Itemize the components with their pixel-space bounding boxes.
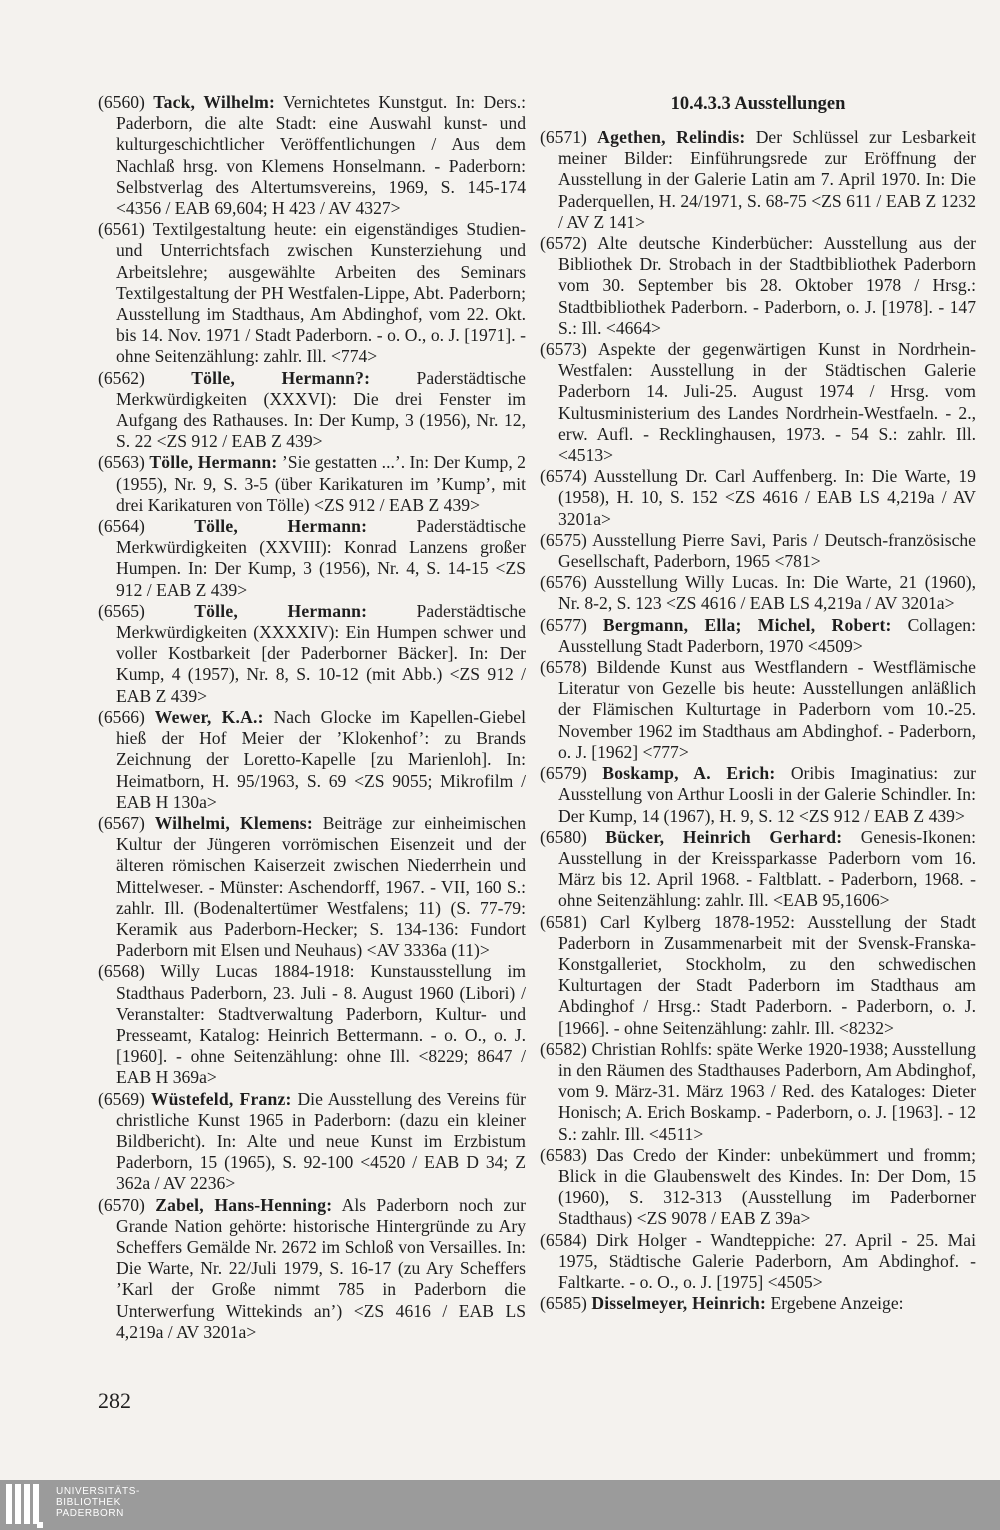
bibliography-entry <box>98 368 526 453</box>
bibliography-entry <box>98 516 526 601</box>
library-footer <box>0 1480 1000 1530</box>
entry-number: (6566) <box>98 706 145 727</box>
entry-text: Der Schlüssel zur Lesbarkeit meiner Bilder: Einführungsrede zur Eröffnung der Ausstellung in der Galerie Latin am 7. April 1970. In: Die Paderquellen, H. 24/1971, S. 68-75 <ZS 611 / EAB Z 1232 / AV Z 141> <box>558 127 977 232</box>
bibliography-entry <box>98 92 526 219</box>
entry-author: Tölle, Hermann: <box>194 516 368 537</box>
entry-number: (6562) <box>98 367 145 388</box>
entry-text: Ausstellung Dr. Carl Auffenberg. In: Die Warte, 19 (1958), H. 10, S. 152 <ZS 4616 / EAB LS 4,219a / AV 3201a> <box>558 466 976 529</box>
bibliography-entry <box>98 1195 526 1343</box>
entry-text: Als Paderborn noch zur Grande Nation gehörte: historische Hintergründe zu Ary Scheffers Gemälde Nr. 2672 im Schloß von Versailles. In: Die Warte, Nr. 22/Juli 1979, S. 16-17 (zu Ary Scheffers ’Karl der Große nimmt 785 in Paderborn die Unterwerfung Wittekinds an’) <ZS 4616 / EAB LS 4,219a / AV 3201a> <box>116 1194 526 1342</box>
bibliography-entry <box>540 1039 976 1145</box>
entry-author: Boskamp, A. Erich: <box>602 763 776 784</box>
bibliography-entry <box>98 219 526 367</box>
entry-text: Collagen: Ausstellung Stadt Paderborn, 1970 <4509> <box>558 614 976 656</box>
entry-author: Tölle, Hermann: <box>149 452 278 473</box>
entry-number: (6576) <box>540 572 587 593</box>
entry-text: Textilgestaltung heute: ein eigenständiges Studien- und Unterrichtsfach zwischen Kunsterziehung und Arbeitslehre; ausgewählte Arbeiten des Seminars Textilgestaltung der PH Westfalen-Lippe, Abt. Paderborn; Ausstellung im Stadthaus, Am Abdinghof, vom 22. Okt. bis 14. Nov. 1971 / Stadt Paderborn. - o. O., o. J. [1971]. - ohne Seitenzählung: zahlr. Ill. <774> <box>116 219 526 367</box>
entry-text: Dirk Holger - Wandteppiche: 27. April - 25. Mai 1975, Städtische Galerie Paderborn, Am Abdinghof. - Faltkarte. - o. O., o. J. [1975] <4505> <box>558 1229 977 1292</box>
entry-number: (6565) <box>98 600 145 621</box>
entry-text: Carl Kylberg 1878-1952: Ausstellung der Stadt Paderborn in Zusammenarbeit mit der Svensk-Franska-Konstgalleriet, Stockholm, zu den schwedischen Kulturtagen der Stadt Paderborn im Stadthaus am Abdinghof / Hrsg.: Stadt Paderborn. - Paderborn, o. J. [1966]. - ohne Seitenzählung: zahlr. Ill. <8232> <box>558 911 976 1038</box>
bibliography-entry <box>540 1145 976 1230</box>
entry-number: (6573) <box>540 339 587 360</box>
entry-number: (6574) <box>540 466 587 487</box>
entry-number: (6564) <box>98 516 145 537</box>
entry-number: (6585) <box>540 1293 587 1314</box>
entry-text: Das Credo der Kinder: unbekümmert und fromm; Blick in die Glaubenswelt des Kindes. In: Der Dom, 15 (1960), S. 312-313 (Ausstellung im Paderborner Stadthaus) <ZS 9078 / EAB Z 39a> <box>558 1144 977 1229</box>
bibliography-entry <box>98 707 526 813</box>
entry-text: Oribis Imaginatius: zur Ausstellung von Arthur Loosli in der Galerie Schindler. In: Der Kump, 14 (1967), H. 9, S. 12 <ZS 912 / EAB Z 439> <box>558 763 976 826</box>
entry-number: (6570) <box>98 1194 145 1215</box>
entry-text: ’Sie gestatten ...’. In: Der Kump, 2 (1955), Nr. 9, S. 3-5 (über Karikaturen im ’Kump’, mit drei Karikaturen von Tölle) <ZS 912 / EAB Z 439> <box>116 452 526 515</box>
entry-text: Bildende Kunst aus Westflandern - Westflämische Literatur von Gezelle bis heute: Ausstellungen anläßlich der Flämischen Kulturtage in Paderborn vom 10.-25. November 1962 im Stadthaus am Abdinghof. - Paderborn, o. J. [1962] <777> <box>558 657 976 762</box>
left-column <box>98 92 526 1343</box>
entry-number: (6577) <box>540 614 587 635</box>
entry-number: (6561) <box>98 219 145 240</box>
bibliography-entry <box>540 827 976 912</box>
entry-number: (6583) <box>540 1144 587 1165</box>
bibliography-entry <box>540 127 976 233</box>
bibliography-entry <box>540 657 976 763</box>
entry-text: Paderstädtische Merkwürdigkeiten (XXXVI): Die drei Fenster im Aufgang des Rathauses. In: Der Kump, 3 (1956), Nr. 12, S. 22 <ZS 912 / EAB Z 439> <box>116 367 526 452</box>
entry-text: Ausstellung Willy Lucas. In: Die Warte, 21 (1960), Nr. 8-2, S. 123 <ZS 4616 / EAB LS 4,219a / AV 3201a> <box>558 572 976 614</box>
library-name: UNIVERSITÄTS- BIBLIOTHEK PADERBORN <box>56 1486 140 1519</box>
bibliography-entry <box>540 912 976 1039</box>
right-column <box>540 92 976 1314</box>
entry-number: (6569) <box>98 1088 145 1109</box>
bibliography-entry <box>540 233 976 339</box>
entry-number: (6571) <box>540 127 587 147</box>
entry-number: (6578) <box>540 657 587 678</box>
entry-text: Genesis-Ikonen: Ausstellung in der Kreissparkasse Paderborn vom 16. März bis 12. April 1968. - Faltblatt. - Paderborn, 1968. - ohne Seitenzählung: zahlr. Ill. <EAB 95,1606> <box>558 826 977 911</box>
entry-number: (6568) <box>98 961 145 982</box>
entry-number: (6575) <box>540 529 587 550</box>
entry-author: Tölle, Hermann?: <box>191 367 371 388</box>
bibliography-entry <box>540 615 976 657</box>
entry-number: (6580) <box>540 826 587 847</box>
entry-author: Agethen, Relindis: <box>597 127 746 147</box>
entry-number: (6563) <box>98 452 145 473</box>
bibliography-entry <box>98 1089 526 1195</box>
entry-number: (6579) <box>540 763 587 784</box>
entry-author: Wilhelmi, Klemens: <box>154 812 313 833</box>
entry-author: Wewer, K.A.: <box>154 706 264 727</box>
bibliography-entry <box>540 466 976 530</box>
bibliography-entry <box>540 572 976 614</box>
entry-number: (6567) <box>98 812 145 833</box>
library-logo-icon <box>6 1484 39 1524</box>
entry-text: Ergebene Anzeige: <box>770 1293 904 1314</box>
entry-text: Beiträge zur einheimischen Kultur der Jüngeren vorrömischen Eisenzeit und der älteren römischen Kaiserzeit zwischen Niederrhein und Mittelweser. - Münster: Aschendorff, 1967. - VII, 160 S.: zahlr. Ill. (Bodenaltertümer Westfalens; 11) (S. 77-79: Keramik aus Paderborn-Hecker; S. 134-136: Fundort Paderborn mit Elsen und Neuhaus) <AV 3336a (11)> <box>116 812 526 961</box>
entry-text: Die Ausstellung des Vereins für christliche Kunst 1965 in Paderborn: (dazu ein kleiner Bildbericht). In: Alte und neue Kunst im Erzbistum Paderborn, 15 (1965), S. 92-100 <4520 / EAB D 34; Z 362a / AV 2236> <box>116 1088 526 1194</box>
bibliography-entry <box>540 1293 976 1314</box>
entry-author: Tack, Wilhelm: <box>153 92 276 112</box>
entry-text: Aspekte der gegenwärtigen Kunst in Nordrhein-Westfalen: Ausstellung in der Städtischen Galerie Paderborn 14. Juli-25. August 1974 / Hrsg. vom Kultusministerium des Landes Nordrhein-Westfaeln. - 2., erw. Aufl. - Recklinghausen, 1973. - 54 S.: zahlr. Ill. <4513> <box>558 339 976 466</box>
entry-author: Bücker, Heinrich Gerhard: <box>605 826 843 847</box>
entry-number: (6584) <box>540 1229 587 1250</box>
bibliography-entry <box>98 813 526 961</box>
entry-text: Willy Lucas 1884-1918: Kunstausstellung im Stadthaus Paderborn, 23. Juli - 8. August 1960 (Libori) / Veranstalter: Stadtverwaltung Paderborn, Kultur- und Presseamt, Katalog: Heinrich Bettermann. - o. O., o. J. [1960]. - ohne Seitenzählung: ohne Ill. <8229; 8647 / EAB H 369a> <box>116 961 526 1088</box>
entry-text: Paderstädtische Merkwürdigkeiten (XXXXIV): Ein Humpen schwer und voller Kostbarkeit [der Paderborner Bäcker]. In: Der Kump, 4 (1957), Nr. 8, S. 10-12 (mit Abb.) <ZS 912 / EAB Z 439> <box>116 600 526 706</box>
entry-number: (6581) <box>540 911 587 932</box>
entry-text: Christian Rohlfs: späte Werke 1920-1938; Ausstellung in den Räumen des Stadthauses Paderborn, Am Abdinghof, vom 9. März-31. März 1963 / Red. des Kataloges: Dieter Honisch; A. Erich Boskamp. - Paderborn, o. J. [1963]. - 12 S.: zahlr. Ill. <4511> <box>558 1038 976 1144</box>
entry-author: Wüstefeld, Franz: <box>150 1088 292 1109</box>
entry-number: (6572) <box>540 233 587 254</box>
bibliography-entry <box>98 601 526 707</box>
bibliography-entry <box>540 339 976 466</box>
entry-number: (6582) <box>540 1038 587 1059</box>
section-heading: 10.4.3.3 Ausstellungen <box>670 94 846 114</box>
entry-text: Nach Glocke im Kapellen-Giebel hieß der Hof Meier der ’Klokenhof’: zu Brands Zeichnung der Loretto-Kapelle [zu Marienloh]. In: Heimatborn, H. 95/1963, S. 69 <ZS 9055; Mikrofilm / EAB H 130a> <box>116 706 526 812</box>
bibliography-entry <box>540 763 976 827</box>
entry-text: Alte deutsche Kinderbücher: Ausstellung aus der Bibliothek Dr. Strobach in der Stadtbibliothek Paderborn vom 30. September bis 28. Oktober 1978 / Hrsg.: Stadtbibliothek Paderborn. - Paderborn, o. J. [1978]. - 147 S.: Ill. <4664> <box>558 233 976 338</box>
bibliography-entry <box>540 530 976 572</box>
bibliography-entry <box>98 452 526 516</box>
entry-text: Ausstellung Pierre Savi, Paris / Deutsch-französische Gesellschaft, Paderborn, 1965 <781> <box>558 529 976 572</box>
entry-text: Paderstädtische Merkwürdigkeiten (XXVIII): Konrad Lanzens großer Humpen. In: Der Kump, 3 (1956), Nr. 4, S. 14-15 <ZS 912 / EAB Z 439> <box>116 516 526 600</box>
bibliography-entry <box>98 961 526 1088</box>
entry-author: Disselmeyer, Heinrich: <box>591 1293 767 1314</box>
entry-text: Vernichtetes Kunstgut. In: Ders.: Paderborn, die alte Stadt: eine Auswahl kunst- und kulturgeschichtlicher Veröffentlichungen / Aus dem Nachlaß hrsg. von Klemens Honselmann. - Paderborn: Selbstverlag des Altertumsvereins, 1969, S. 145-174 <4356 / EAB 69,604; H 423 / AV 4327> <box>116 92 526 219</box>
entry-author: Zabel, Hans-Henning: <box>155 1194 333 1215</box>
page-number: 282 <box>98 1388 131 1413</box>
entry-author: Tölle, Hermann: <box>194 600 368 621</box>
entry-number: (6560) <box>98 92 145 112</box>
bibliography-entry <box>540 1230 976 1294</box>
entry-author: Bergmann, Ella; Michel, Robert: <box>602 614 892 635</box>
